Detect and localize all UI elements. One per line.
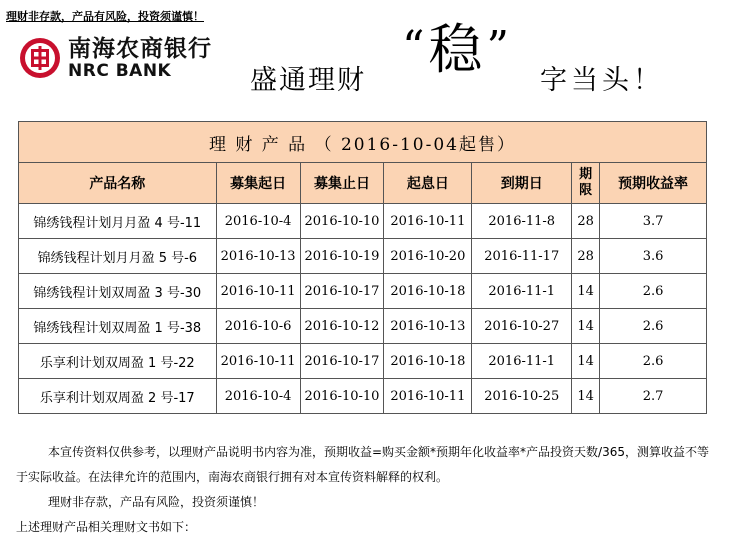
top-risk-warning: 理财非存款，产品有风险，投资须谨慎！ xyxy=(6,10,204,23)
product-name-cell: 锦绣钱程计划月月盈 4 号-11 xyxy=(19,204,217,239)
product-name-cell: 锦绣钱程计划月月盈 5 号-6 xyxy=(19,239,217,274)
raise-end-cell: 2016-10-10 xyxy=(300,204,384,239)
table-row xyxy=(19,379,707,414)
bank-name-cn: 南海农商银行 xyxy=(68,36,212,62)
product-name-cell: 锦绣钱程计划双周盈 3 号-30 xyxy=(19,274,217,309)
maturity-date-cell: 2016-11-1 xyxy=(472,274,572,309)
table-row xyxy=(19,239,707,274)
disclaimer-text: 本宣传资料仅供参考，以理财产品说明书内容为准，预期收益=购买金额*预期年化收益率*产品投资天数/365，测算收益不等于实际收益。在法律允许的范围内，南海农商银行拥有对本宣传资料解释的权利。 xyxy=(16,445,710,484)
product-name-cell: 乐享利计划双周盈 2 号-17 xyxy=(19,379,217,414)
value-date-cell: 2016-10-11 xyxy=(384,204,472,239)
table-row xyxy=(19,274,707,309)
notes-section xyxy=(16,440,716,540)
maturity-date-cell: 2016-11-1 xyxy=(472,344,572,379)
raise-start-cell: 2016-10-4 xyxy=(216,379,300,414)
term-cell: 14 xyxy=(572,309,600,344)
raise-start-cell: 2016-10-13 xyxy=(216,239,300,274)
bank-name-en: NRC BANK xyxy=(68,61,172,81)
value-date-cell: 2016-10-18 xyxy=(384,274,472,309)
column-header: 募集止日 xyxy=(300,163,384,204)
value-date-cell: 2016-10-20 xyxy=(384,239,472,274)
term-cell: 14 xyxy=(572,274,600,309)
slogan-open-quote: “ xyxy=(402,22,425,73)
column-header: 起息日 xyxy=(384,163,472,204)
raise-start-cell: 2016-10-6 xyxy=(216,309,300,344)
table-title: 理 财 产 品 （ 2016-10-04起售） xyxy=(19,122,707,163)
raise-start-cell: 2016-10-11 xyxy=(216,344,300,379)
bank-logo xyxy=(18,36,212,80)
column-header: 产品名称 xyxy=(19,163,217,204)
maturity-date-cell: 2016-10-27 xyxy=(472,309,572,344)
related-documents-text: 上述理财产品相关理财文书如下： xyxy=(16,520,197,534)
slogan-key-char: 稳 xyxy=(428,18,483,81)
risk-warning-text: 理财非存款，产品有风险，投资须谨慎！ xyxy=(48,495,265,509)
column-header: 期限 xyxy=(572,163,600,204)
raise-end-cell: 2016-10-19 xyxy=(300,239,384,274)
raise-end-cell: 2016-10-17 xyxy=(300,344,384,379)
table-row xyxy=(19,309,707,344)
expected-yield-cell: 2.7 xyxy=(600,379,707,414)
expected-yield-cell: 2.6 xyxy=(600,309,707,344)
table-row xyxy=(19,204,707,239)
table-row xyxy=(19,344,707,379)
product-name-cell: 锦绣钱程计划双周盈 1 号-38 xyxy=(19,309,217,344)
raise-start-cell: 2016-10-4 xyxy=(216,204,300,239)
value-date-cell: 2016-10-11 xyxy=(384,379,472,414)
expected-yield-cell: 2.6 xyxy=(600,274,707,309)
term-cell: 28 xyxy=(572,204,600,239)
product-name-cell: 乐享利计划双周盈 1 号-22 xyxy=(19,344,217,379)
raise-end-cell: 2016-10-10 xyxy=(300,379,384,414)
maturity-date-cell: 2016-11-8 xyxy=(472,204,572,239)
slogan-key-phrase xyxy=(402,18,509,80)
term-cell: 14 xyxy=(572,379,600,414)
value-date-cell: 2016-10-18 xyxy=(384,344,472,379)
raise-end-cell: 2016-10-12 xyxy=(300,309,384,344)
expected-yield-cell: 3.6 xyxy=(600,239,707,274)
term-cell: 28 xyxy=(572,239,600,274)
term-cell: 14 xyxy=(572,344,600,379)
raise-end-cell: 2016-10-17 xyxy=(300,274,384,309)
slogan-part2: 字当头！ xyxy=(540,65,664,96)
raise-start-cell: 2016-10-11 xyxy=(216,274,300,309)
maturity-date-cell: 2016-11-17 xyxy=(472,239,572,274)
column-header: 到期日 xyxy=(472,163,572,204)
column-header: 预期收益率 xyxy=(600,163,707,204)
column-header: 募集起日 xyxy=(216,163,300,204)
table-header-row xyxy=(19,163,707,204)
bank-logo-icon xyxy=(18,36,62,80)
value-date-cell: 2016-10-13 xyxy=(384,309,472,344)
expected-yield-cell: 2.6 xyxy=(600,344,707,379)
slogan-close-quote: ” xyxy=(486,22,509,73)
product-table xyxy=(18,121,707,414)
slogan-part1: 盛通理财 xyxy=(250,65,366,96)
expected-yield-cell: 3.7 xyxy=(600,204,707,239)
maturity-date-cell: 2016-10-25 xyxy=(472,379,572,414)
